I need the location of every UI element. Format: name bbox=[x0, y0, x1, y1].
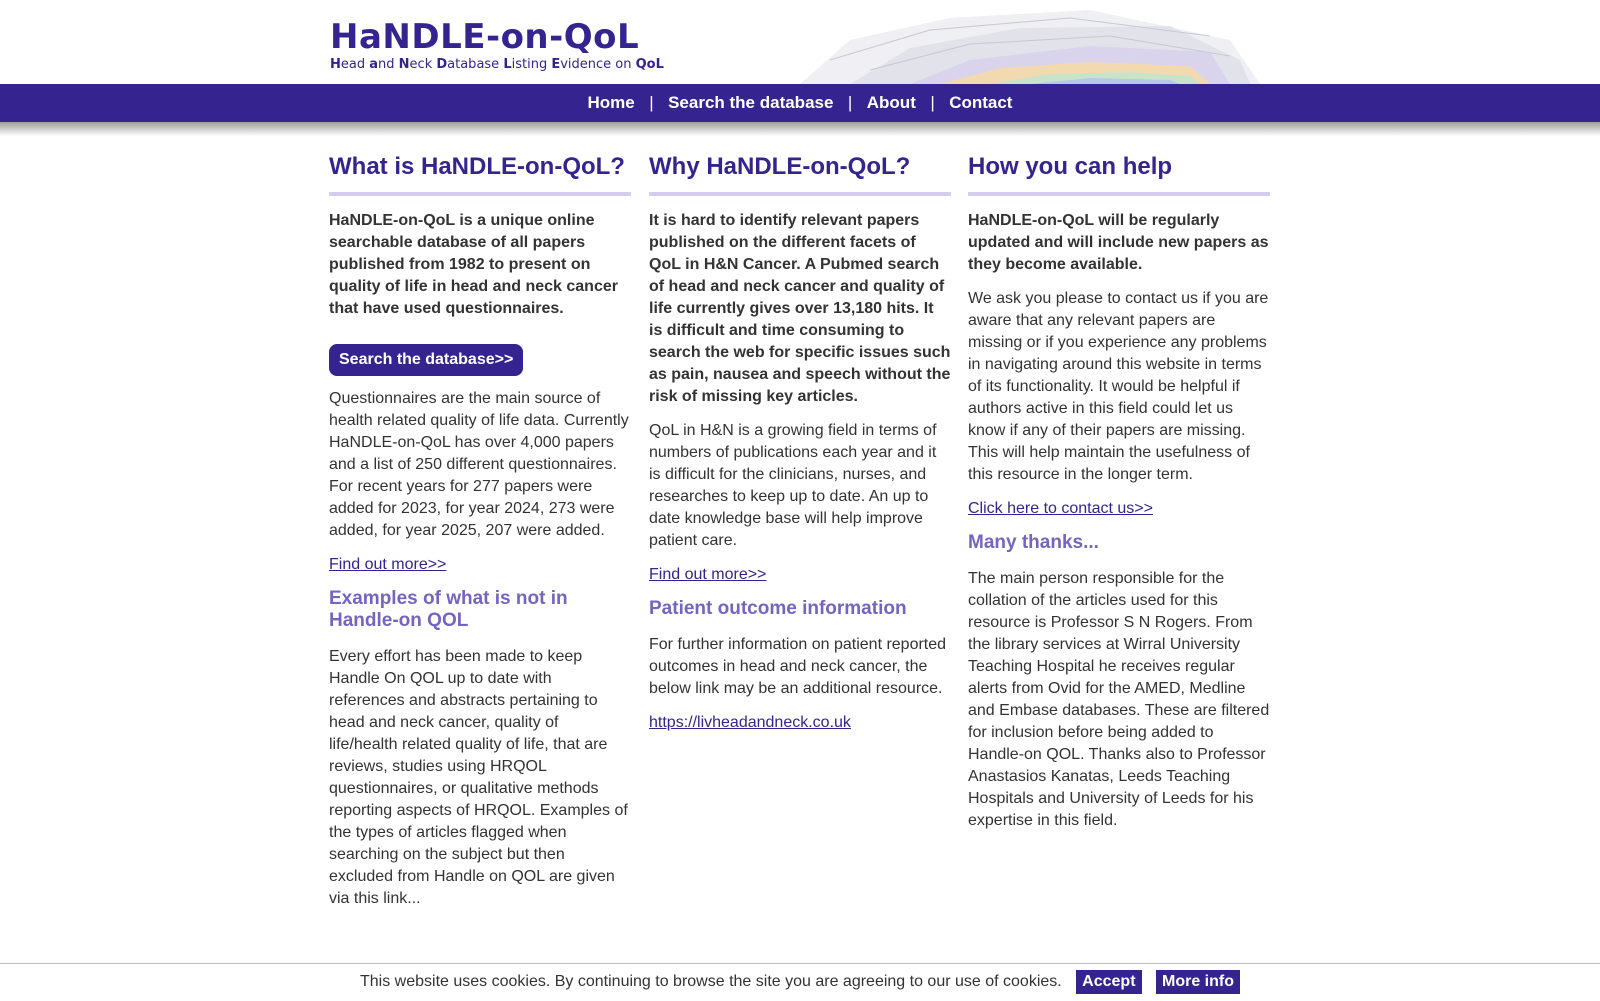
why-body: QoL in H&N is a growing field in terms of numbers of publications each year and it is difficult for the clinicians, nurses, and researches to keep up to date. An up to date knowledge base will help improve patient care. bbox=[649, 422, 937, 549]
nav-home[interactable]: Home bbox=[587, 93, 635, 112]
cookie-accept-button[interactable]: Accept bbox=[1076, 970, 1141, 994]
main-navigation bbox=[0, 84, 1600, 122]
nav-about[interactable]: About bbox=[866, 93, 916, 112]
how-help-body: We ask you please to contact us if you are aware that any relevant papers are missing or if you experience any problems in navigating around this website in terms of its functionality. It would be helpful if authors active in this field could let us know if any of their papers are missing. This will help maintain the usefulness of this resource in the longer term. bbox=[968, 290, 1269, 483]
site-header bbox=[0, 0, 1600, 84]
why-lead: It is hard to identify relevant papers published on the different facets of QoL in H&N Cancer. A Pubmed search of head and neck cancer and quality of life currently gives over 13,180 hits. It is difficult and time consuming to search the web for specific issues such as pain, nausea and speech without the risk of missing key articles. bbox=[649, 212, 951, 405]
find-out-more-link[interactable]: Find out more>> bbox=[649, 566, 767, 583]
cookie-banner bbox=[0, 963, 1600, 1001]
nav-separator: | bbox=[930, 93, 935, 112]
cookie-more-info-button[interactable]: More info bbox=[1156, 970, 1240, 994]
cookie-message: This website uses cookies. By continuing to browse the site you are agreeing to our use of cookies. bbox=[360, 973, 1062, 990]
many-thanks-body: The main person responsible for the collation of the articles used for this resource is Professor S N Rogers. From the library services at Wirral University Teaching Hospital he receives regular alerts from Ovid for the AMED, Medline and Embase databases. These are filtered for inclusion before being added to Handle-on QOL. Thanks also to Professor Anastasios Kanatas, Leeds Teaching Hospitals and University of Leeds for his expertise in this field. bbox=[968, 570, 1270, 829]
nav-separator: | bbox=[649, 93, 654, 112]
column-what-is bbox=[329, 150, 631, 922]
what-is-body: Questionnaires are the main source of health related quality of life data. Currently HaNDLE-on-QoL has over 4,000 papers and a list of 250 different questionnaires. For recent years for 277 papers were added for 2023, for year 2024, 273 were added, for year 2025, 207 were added. bbox=[329, 390, 629, 539]
how-help-lead: HaNDLE-on-QoL will be regularly updated and will include new papers as they become available. bbox=[968, 212, 1269, 273]
patient-outcome-heading: Patient outcome information bbox=[649, 598, 907, 619]
nav-separator: | bbox=[847, 93, 853, 112]
search-database-button[interactable]: Search the database>> bbox=[329, 344, 523, 376]
site-logo[interactable] bbox=[330, 18, 664, 73]
livheadandneck-link[interactable]: https://livheadandneck.co.uk bbox=[649, 714, 851, 731]
why-heading: Why HaNDLE-on-QoL? bbox=[649, 150, 951, 196]
what-is-heading: What is HaNDLE-on-QoL? bbox=[329, 150, 631, 196]
column-how-help bbox=[968, 150, 1270, 844]
examples-body: Every effort has been made to keep Handle On QOL up to date with references and abstracts pertaining to head and neck cancer, quality of life/health related quality of life, that are reviews, studies using HRQOL questionnaires, or qualitative methods reporting aspects of HRQOL. Examples of the types of articles flagged when searching on the subject but then excluded from Handle on QOL are given via this link... bbox=[329, 648, 628, 907]
many-thanks-heading: Many thanks... bbox=[968, 532, 1099, 553]
logo-title: HaNDLE-on-QoL bbox=[330, 17, 640, 57]
nav-shadow bbox=[0, 122, 1600, 136]
nav-search-database[interactable]: Search the database bbox=[668, 93, 834, 112]
magazines-image bbox=[790, 0, 1260, 84]
how-help-heading: How you can help bbox=[968, 150, 1270, 196]
logo-subtitle: Head and Neck Database Listing Evidence on QoL bbox=[330, 57, 664, 72]
examples-heading: Examples of what is not in Handle-on QOL bbox=[329, 588, 568, 631]
find-out-more-link[interactable]: Find out more>> bbox=[329, 556, 447, 573]
nav-contact[interactable]: Contact bbox=[949, 93, 1013, 112]
patient-outcome-body: For further information on patient reported outcomes in head and neck cancer, the below link may be an additional resource. bbox=[649, 636, 947, 697]
what-is-lead: HaNDLE-on-QoL is a unique online searchable database of all papers published from 1982 to present on quality of life in head and neck cancer that have used questionnaires. bbox=[329, 212, 618, 317]
column-why bbox=[649, 150, 951, 746]
contact-us-link[interactable]: Click here to contact us>> bbox=[968, 500, 1153, 517]
